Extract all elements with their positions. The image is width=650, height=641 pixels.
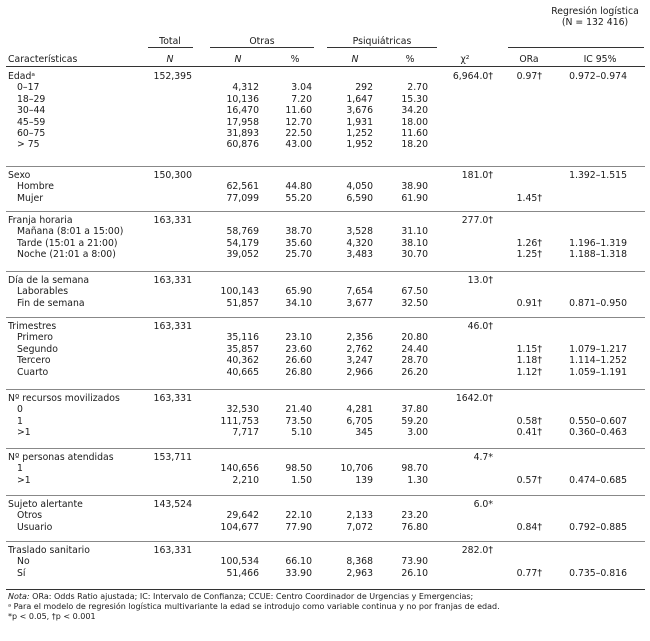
cell-otras-n: 60,876	[226, 139, 259, 151]
footnote-2: ᵃ Para el modelo de regresión logística multivariante la edad se introdujo como variable continua y no por franjas de edad.	[8, 602, 500, 611]
cell-otras-n: 40,665	[226, 366, 259, 378]
group-separator	[6, 166, 645, 167]
cell-psiq-n: 345	[355, 427, 373, 439]
cell-chi2: 6,964.0†	[452, 71, 493, 82]
cell-psiq-pct: 28.70	[401, 355, 428, 367]
cell-psiq-pct: 11.60	[401, 128, 428, 139]
cell-otras-pct: 98.50	[285, 463, 312, 475]
cell-ic95: 1.392–1.515	[569, 170, 627, 181]
cell-otras-n: 51,857	[226, 297, 259, 309]
row-label: Noche (21:01 a 8:00)	[17, 249, 116, 261]
cell-psiq-pct: 38.90	[401, 181, 428, 193]
row-group-label: Franja horaria	[8, 215, 73, 226]
group-separator	[6, 541, 645, 542]
cell-psiq-pct: 37.80	[401, 404, 428, 416]
cell-otras-pct: 5.10	[291, 427, 312, 439]
cell-otras-pct: 22.10	[285, 510, 312, 522]
cell-psiq-pct: 18.00	[401, 116, 428, 128]
header-psiquiatricas: Psiquiátricas	[352, 36, 412, 47]
cell-psiq-n: 3,528	[346, 226, 373, 238]
cell-psiq-pct: 26.10	[401, 567, 428, 579]
cell-total: 150,300	[153, 170, 192, 181]
cell-otras-pct: 66.10	[285, 556, 312, 568]
cell-ic95: 1.188–1.318	[569, 249, 627, 261]
cell-psiq-n: 6,590	[346, 192, 373, 204]
cell-psiq-n: 2,133	[346, 510, 373, 522]
row-label: 0	[17, 404, 23, 416]
cell-psiq-n: 8,368	[346, 556, 373, 568]
group-separator	[6, 211, 645, 212]
row-label: Otros	[17, 510, 43, 522]
cell-otras-pct: 34.10	[285, 297, 312, 309]
group-separator	[6, 448, 645, 449]
cell-otras-pct: 35.60	[285, 237, 312, 249]
cell-ora: 1.12†	[516, 366, 542, 378]
cell-ora: 1.18†	[516, 355, 542, 367]
row-group-label: Sujeto alertante	[8, 499, 83, 510]
cell-psiq-pct: 34.20	[401, 105, 428, 117]
cell-chi2: 282.0†	[461, 545, 493, 556]
cell-otras-n: 77,099	[226, 192, 259, 204]
cell-otras-n: 17,958	[226, 116, 259, 128]
cell-otras-pct: 11.60	[285, 105, 312, 117]
cell-psiq-n: 3,677	[346, 297, 373, 309]
cell-otras-n: 31,893	[226, 128, 259, 139]
row-label: Tarde (15:01 a 21:00)	[17, 237, 118, 249]
row-label: 30–44	[17, 105, 46, 117]
row-label: No	[17, 556, 30, 568]
cell-otras-pct: 1.50	[291, 474, 312, 486]
group-separator	[6, 317, 645, 318]
cell-psiq-n: 3,676	[346, 105, 373, 117]
cell-otras-n: 100,534	[220, 556, 259, 568]
cell-psiq-pct: 2.70	[407, 82, 428, 94]
cell-ic95: 1.059–1.191	[569, 366, 627, 378]
cell-psiq-n: 1,252	[346, 128, 373, 139]
row-label: Usuario	[17, 521, 53, 533]
cell-ic95: 1.196–1.319	[569, 237, 627, 249]
cell-otras-n: 35,857	[226, 343, 259, 355]
row-label: Laborables	[17, 286, 69, 298]
cell-ora: 0.84†	[516, 521, 542, 533]
cell-psiq-n: 2,356	[346, 332, 373, 344]
row-group-label: Día de la semana	[8, 275, 90, 286]
row-label: 1	[17, 415, 23, 427]
cell-ic95: 0.792–0.885	[569, 521, 627, 533]
cell-chi2: 46.0†	[467, 321, 493, 332]
cell-ic95: 0.871–0.950	[569, 297, 627, 309]
cell-psiq-n: 6,705	[346, 415, 373, 427]
cell-otras-n: 51,466	[226, 567, 259, 579]
cell-otras-pct: 3.04	[291, 82, 312, 94]
cell-psiq-pct: 15.30	[401, 93, 428, 105]
cell-ora: 0.41†	[516, 427, 542, 439]
cell-otras-pct: 23.10	[285, 332, 312, 344]
cell-psiq-n: 1,931	[346, 116, 373, 128]
cell-psiq-pct: 38.10	[401, 237, 428, 249]
row-label: Tercero	[17, 355, 51, 367]
table-bottom-rule	[6, 589, 645, 590]
cell-otras-n: 29,642	[226, 510, 259, 522]
header-ora: ORa	[519, 54, 539, 65]
header-caracteristicas: Características	[8, 54, 78, 65]
cell-psiq-n: 139	[355, 474, 373, 486]
cell-psiq-pct: 61.90	[401, 192, 428, 204]
cell-otras-n: 4,312	[232, 82, 259, 94]
cell-otras-n: 100,143	[220, 286, 259, 298]
row-label: 18–29	[17, 93, 46, 105]
cell-total: 163,331	[153, 275, 192, 286]
cell-psiq-pct: 76.80	[401, 521, 428, 533]
cell-ora: 1.15†	[516, 343, 542, 355]
header-rule-psiq	[327, 47, 437, 48]
cell-psiq-pct: 32.50	[401, 297, 428, 309]
row-label: 1	[17, 463, 23, 475]
row-group-label: Edadᵃ	[8, 71, 36, 82]
header-regresion: Regresión logística	[551, 6, 639, 17]
cell-chi2: 277.0†	[461, 215, 493, 226]
row-label: Mañana (8:01 a 15:00)	[17, 226, 124, 238]
cell-chi2: 6.0*	[473, 499, 493, 510]
cell-otras-n: 54,179	[226, 237, 259, 249]
cell-otras-pct: 65.90	[285, 286, 312, 298]
cell-psiq-pct: 20.80	[401, 332, 428, 344]
cell-chi2: 181.0†	[461, 170, 493, 181]
cell-psiq-n: 2,963	[346, 567, 373, 579]
cell-ic95: 0.735–0.816	[569, 567, 627, 579]
header-otras-n: N	[234, 54, 242, 65]
row-group-label: Nº recursos movilizados	[8, 393, 120, 404]
cell-otras-n: 62,561	[226, 181, 259, 193]
row-label: >1	[17, 427, 31, 439]
cell-otras-pct: 44.80	[285, 181, 312, 193]
cell-otras-pct: 26.80	[285, 366, 312, 378]
cell-otras-pct: 55.20	[285, 192, 312, 204]
cell-psiq-n: 4,050	[346, 181, 373, 193]
cell-total: 163,331	[153, 545, 192, 556]
header-ic: IC 95%	[583, 54, 617, 65]
cell-ic95: 1.114–1.252	[569, 355, 627, 367]
cell-otras-pct: 7.20	[291, 93, 312, 105]
row-label: Mujer	[17, 192, 44, 204]
header-rule-total	[148, 47, 193, 48]
cell-otras-n: 104,677	[220, 521, 259, 533]
footnote-3: *p < 0.05, †p < 0.001	[8, 612, 96, 621]
cell-otras-n: 39,052	[226, 249, 259, 261]
header-regresion-n: (N = 132 416)	[561, 17, 629, 28]
cell-psiq-n: 4,320	[346, 237, 373, 249]
cell-otras-n: 140,656	[220, 463, 259, 475]
row-label: Sí	[17, 567, 26, 579]
cell-otras-pct: 23.60	[285, 343, 312, 355]
cell-otras-pct: 77.90	[285, 521, 312, 533]
row-label: Cuarto	[17, 366, 49, 378]
cell-otras-n: 111,753	[220, 415, 259, 427]
cell-psiq-pct: 98.70	[401, 463, 428, 475]
cell-chi2: 13.0†	[467, 275, 493, 286]
row-label: >1	[17, 474, 31, 486]
cell-psiq-pct: 26.20	[401, 366, 428, 378]
header-total: Total	[159, 36, 181, 47]
cell-otras-n: 58,769	[226, 226, 259, 238]
header-psiq-n: N	[351, 54, 359, 65]
cell-otras-n: 40,362	[226, 355, 259, 367]
cell-chi2: 1642.0†	[455, 393, 493, 404]
row-group-label: Nº personas atendidas	[8, 452, 114, 463]
row-label: Fin de semana	[17, 297, 85, 309]
cell-otras-n: 16,470	[226, 105, 259, 117]
cell-ic95: 0.550–0.607	[569, 415, 627, 427]
cell-ora: 1.45†	[516, 192, 542, 204]
cell-ic95: 1.079–1.217	[569, 343, 627, 355]
cell-psiq-pct: 30.70	[401, 249, 428, 261]
cell-total: 163,331	[153, 321, 192, 332]
cell-otras-pct: 33.90	[285, 567, 312, 579]
header-bottom-rule	[6, 66, 645, 67]
row-group-label: Traslado sanitario	[8, 545, 90, 556]
cell-otras-pct: 26.60	[285, 355, 312, 367]
footnote-1	[8, 592, 473, 602]
cell-ic95: 0.360–0.463	[569, 427, 627, 439]
header-rule-regresion	[508, 47, 644, 48]
cell-ora: 0.91†	[516, 297, 542, 309]
row-group-label: Trimestres	[8, 321, 57, 332]
row-label: Segundo	[17, 343, 58, 355]
cell-psiq-n: 1,952	[346, 139, 373, 151]
cell-otras-pct: 38.70	[285, 226, 312, 238]
cell-total: 163,331	[153, 215, 192, 226]
header-otras-pct: %	[290, 54, 300, 65]
cell-otras-pct: 22.50	[285, 128, 312, 139]
header-rule-otras	[210, 47, 314, 48]
group-separator	[6, 495, 645, 496]
cell-psiq-pct: 18.20	[401, 139, 428, 151]
cell-psiq-n: 4,281	[346, 404, 373, 416]
row-label: Hombre	[17, 181, 54, 193]
row-group-label: Sexo	[8, 170, 31, 181]
cell-otras-pct: 12.70	[285, 116, 312, 128]
cell-psiq-n: 2,762	[346, 343, 373, 355]
cell-psiq-pct: 67.50	[401, 286, 428, 298]
cell-otras-pct: 21.40	[285, 404, 312, 416]
cell-psiq-n: 3,247	[346, 355, 373, 367]
cell-psiq-n: 2,966	[346, 366, 373, 378]
cell-ora: 0.58†	[516, 415, 542, 427]
cell-psiq-pct: 73.90	[401, 556, 428, 568]
cell-otras-n: 35,116	[226, 332, 259, 344]
cell-psiq-n: 7,654	[346, 286, 373, 298]
cell-psiq-n: 7,072	[346, 521, 373, 533]
cell-otras-pct: 43.00	[285, 139, 312, 151]
cell-total: 153,711	[153, 452, 192, 463]
cell-ora: 0.97†	[516, 71, 542, 82]
cell-total: 152,395	[153, 71, 192, 82]
cell-ic95: 0.972–0.974	[569, 71, 627, 82]
cell-ora: 1.26†	[516, 237, 542, 249]
cell-chi2: 4.7*	[473, 452, 493, 463]
cell-psiq-pct: 59.20	[401, 415, 428, 427]
cell-psiq-pct: 24.40	[401, 343, 428, 355]
header-otras: Otras	[249, 36, 275, 47]
cell-psiq-n: 10,706	[340, 463, 373, 475]
cell-psiq-pct: 3.00	[407, 427, 428, 439]
cell-ic95: 0.474–0.685	[569, 474, 627, 486]
row-label: 45–59	[17, 116, 46, 128]
cell-total: 163,331	[153, 393, 192, 404]
row-label: Primero	[17, 332, 53, 344]
cell-psiq-n: 292	[355, 82, 373, 94]
cell-otras-n: 7,717	[232, 427, 259, 439]
cell-psiq-n: 3,483	[346, 249, 373, 261]
cell-otras-pct: 25.70	[285, 249, 312, 261]
group-separator	[6, 271, 645, 272]
cell-otras-n: 2,210	[232, 474, 259, 486]
cell-total: 143,524	[153, 499, 192, 510]
cell-otras-pct: 73.50	[285, 415, 312, 427]
cell-otras-n: 10,136	[226, 93, 259, 105]
cell-otras-n: 32,530	[226, 404, 259, 416]
cell-psiq-n: 1,647	[346, 93, 373, 105]
cell-psiq-pct: 1.30	[407, 474, 428, 486]
cell-ora: 0.57†	[516, 474, 542, 486]
header-chi: χ²	[460, 54, 470, 65]
cell-psiq-pct: 31.10	[401, 226, 428, 238]
cell-ora: 0.77†	[516, 567, 542, 579]
row-label: 0–17	[17, 82, 40, 94]
row-label: 60–75	[17, 128, 46, 139]
group-separator	[6, 389, 645, 390]
footnote-nota-text: ORa: Odds Ratio ajustada; IC: Intervalo de Confianza; CCUE: Centro Coordinador de Urgencias y Emergencias;	[29, 592, 474, 601]
footnote-nota-label: Nota:	[8, 592, 30, 601]
cell-psiq-pct: 23.20	[401, 510, 428, 522]
header-total-n: N	[166, 54, 174, 65]
row-label: > 75	[17, 139, 40, 151]
header-psiq-pct: %	[405, 54, 415, 65]
cell-ora: 1.25†	[516, 249, 542, 261]
